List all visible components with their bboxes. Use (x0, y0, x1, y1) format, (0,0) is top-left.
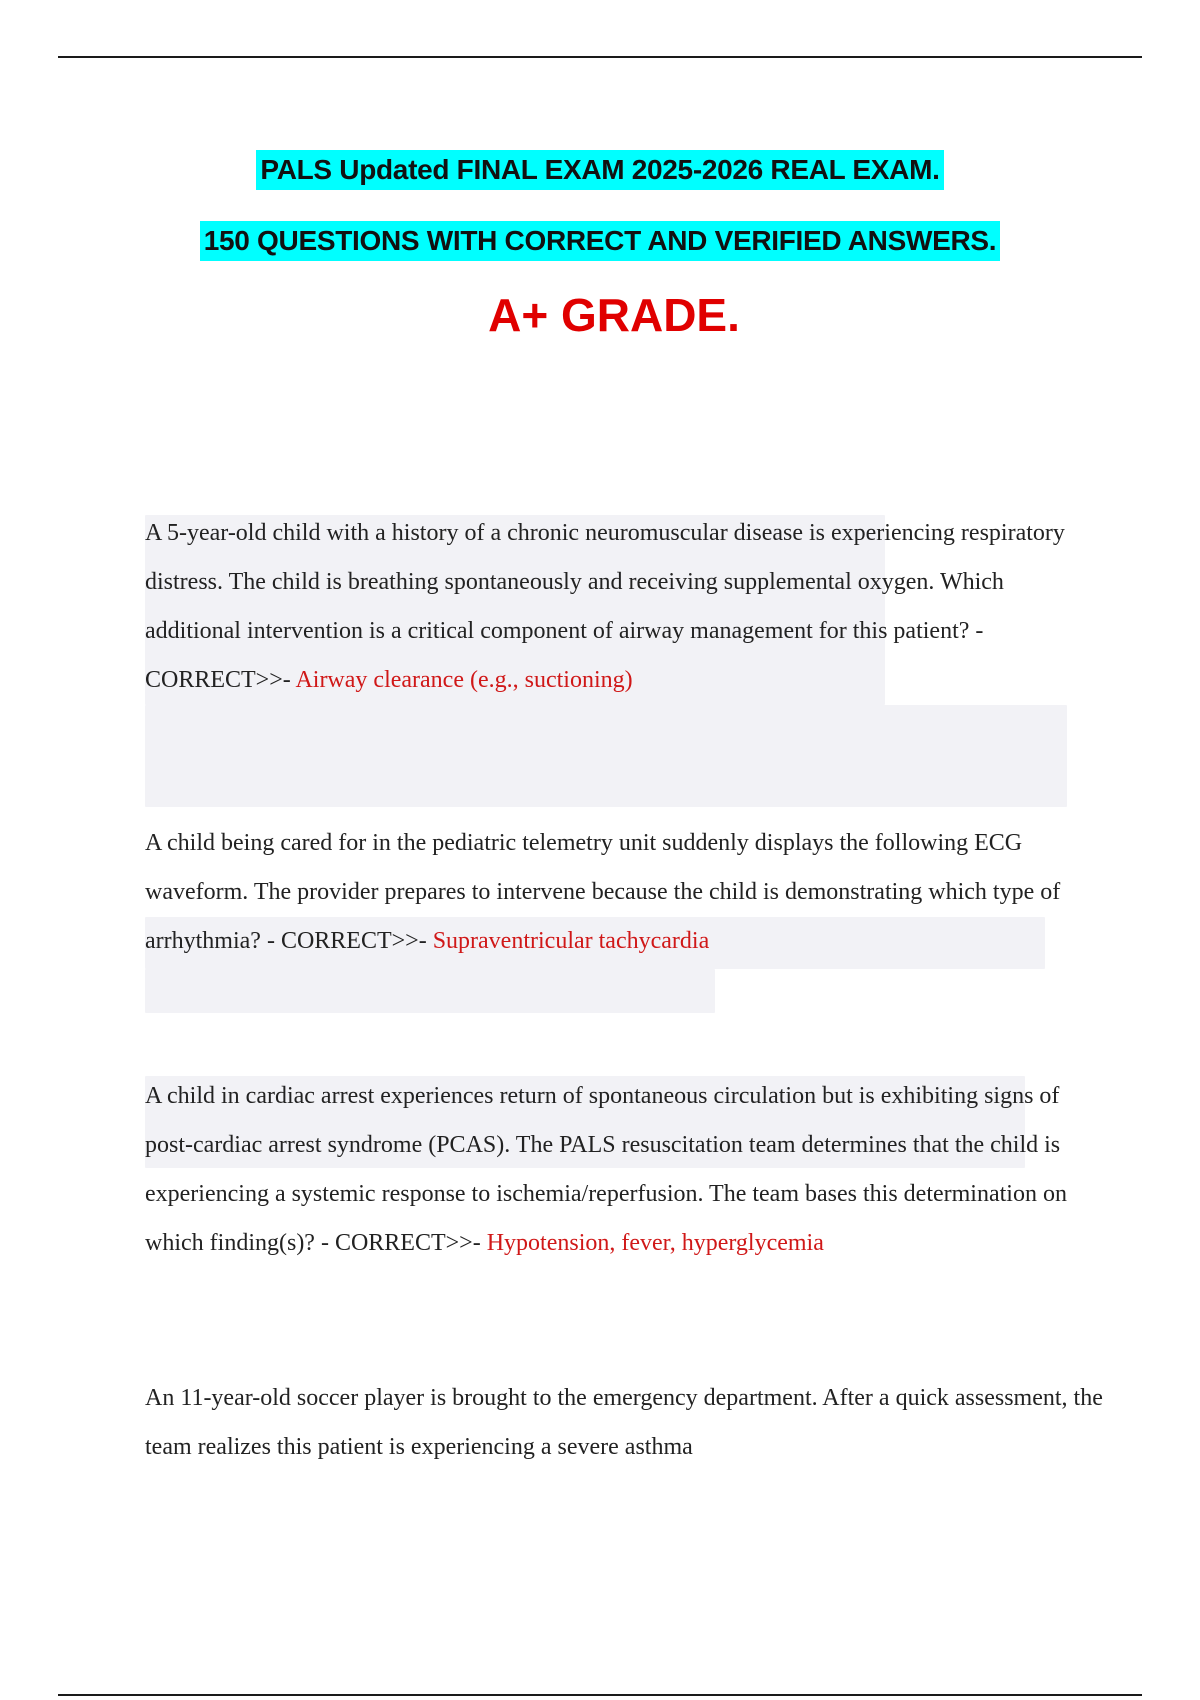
highlight-shade (145, 969, 715, 1013)
top-rule (58, 56, 1142, 58)
answer-text: Supraventricular tachycardia (432, 928, 710, 954)
document-title (0, 150, 1200, 292)
question-text: A child being cared for in the pediatric telemetry unit suddenly displays the following ECG waveform. The provider prepares to intervene because the child is demonstrating which type of arrhythmia? - CORRECT>>- (145, 830, 1061, 954)
title-line-2 (0, 221, 1200, 266)
title-highlight-1: PALS Updated FINAL EXAM 2025-2026 REAL EXAM. (256, 150, 943, 190)
question-item (145, 1072, 1105, 1268)
question-text-block (145, 1072, 1105, 1268)
question-item (145, 1374, 1105, 1472)
question-text: A 5-year-old child with a history of a chronic neuromuscular disease is experiencing respiratory distress. The child is breathing spontaneously and receiving supplemental oxygen. Which additional intervention is a critical component of airway management for this patient? - CORRECT>>- (145, 520, 1065, 693)
grade-heading: A+ GRADE. (488, 289, 740, 341)
question-item (145, 509, 1105, 705)
answer-text: Hypotension, fever, hyperglycemia (486, 1230, 824, 1256)
question-text: An 11-year-old soccer player is brought to the emergency department. After a quick assessment, the team realizes this patient is experiencing a severe asthma (145, 1385, 1103, 1460)
question-text-block (145, 509, 1105, 705)
title-highlight-2: 150 QUESTIONS WITH CORRECT AND VERIFIED ANSWERS. (200, 221, 1001, 261)
answer-text: Airway clearance (e.g., suctioning) (295, 667, 633, 693)
bottom-rule (58, 1694, 1142, 1696)
title-line-1 (0, 150, 1200, 195)
question-text-block (145, 819, 1105, 966)
highlight-shade (145, 705, 1067, 807)
question-text: A child in cardiac arrest experiences return of spontaneous circulation but is exhibiting signs of post-cardiac arrest syndrome (PCAS). The PALS resuscitation team determines that the child is experiencing a systemic response to ischemia/reperfusion. The team bases this determination on which finding(s)? - CORRECT>>- (145, 1083, 1067, 1256)
question-item (145, 819, 1105, 966)
question-text-block (145, 1374, 1105, 1472)
question-list (145, 509, 1105, 1472)
